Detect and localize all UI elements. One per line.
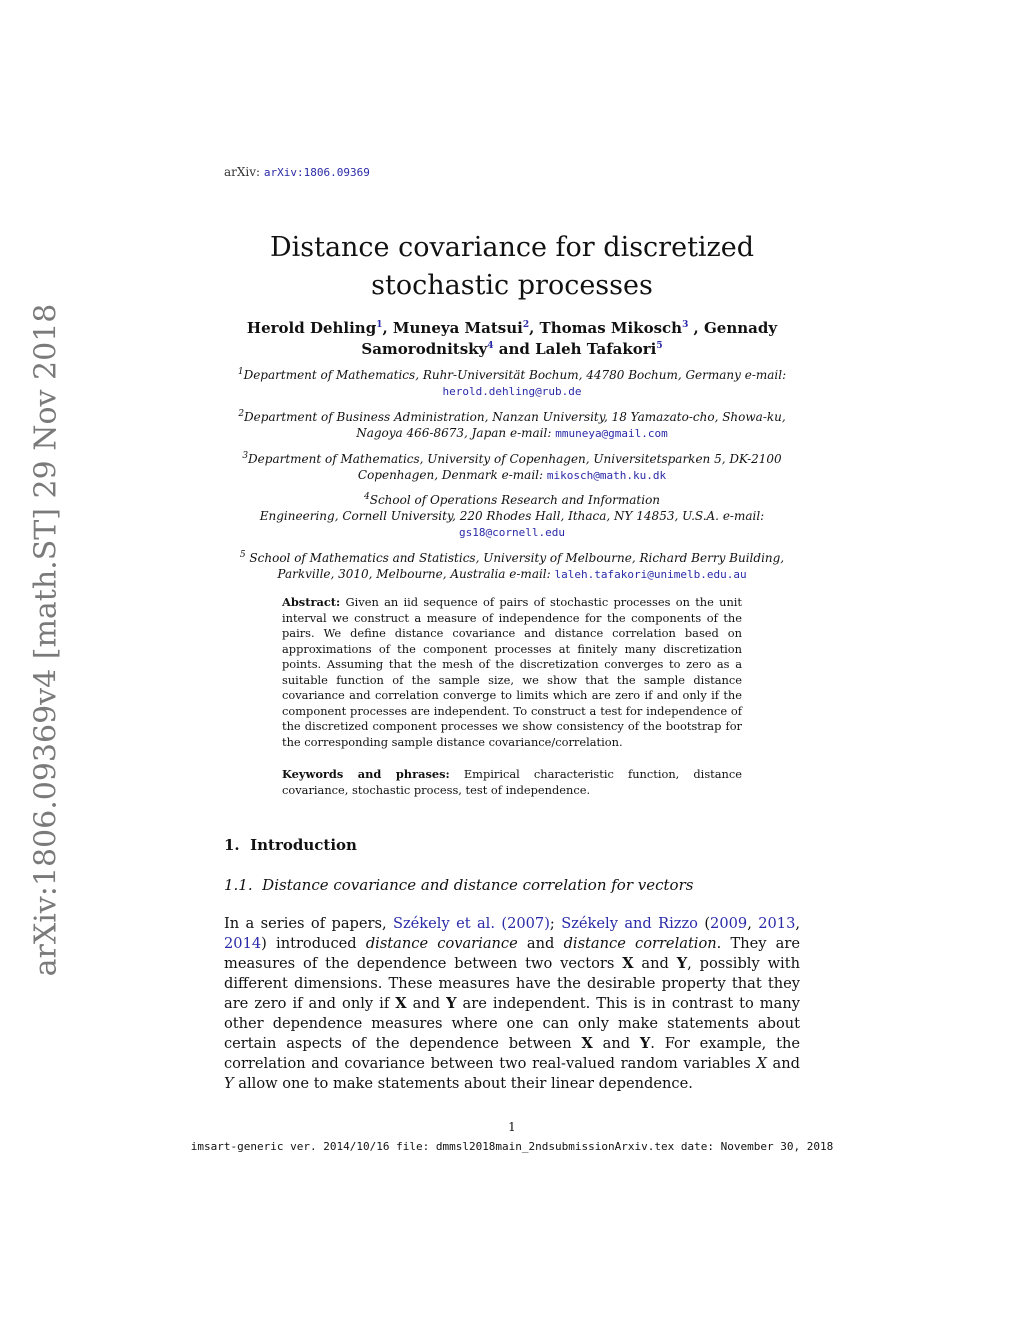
subsection-heading [224, 876, 693, 894]
affiliation-number: 2 [238, 409, 245, 419]
affiliation-text: Department of Business Administration, Nanzan University, 18 Yamazato-cho, Showa-ku, Nagoya 466-8673, Japan e-mail: [244, 410, 786, 440]
author-name: Muneya Matsui [392, 319, 523, 337]
affiliation-ref[interactable]: 4 [487, 341, 494, 351]
affiliation-2 [224, 409, 800, 442]
body-text: , possibly with different dimensions. These measures have the desirable property that they are zero if and only if [224, 955, 800, 1012]
affiliation-text: Department of Mathematics, Ruhr-Universität Bochum, 44780 Bochum, Germany e-mail: [243, 368, 787, 382]
author-name: Thomas Mikosch [539, 319, 683, 337]
affiliation-text: Engineering, Cornell University, 220 Rhodes Hall, Ithaca, NY 14853, U.S.A. e-mail: [259, 509, 765, 523]
author-separator: , [382, 319, 393, 337]
affiliation-text: School of Operations Research and Information [369, 493, 661, 507]
abstract [282, 595, 742, 750]
emphasis: distance correlation [563, 935, 717, 952]
affiliation-ref[interactable]: 5 [656, 341, 663, 351]
math-vector-x: X [395, 995, 407, 1012]
citation-year-link[interactable]: 2014 [224, 935, 262, 952]
email-link[interactable]: laleh.tafakori@unimelb.edu.au [554, 568, 747, 581]
affiliation-4 [224, 492, 800, 541]
math-vector-x: X [581, 1035, 593, 1052]
keywords-label: Keywords and phrases: [282, 767, 450, 781]
body-text: ; [549, 915, 562, 932]
author-separator: , [688, 319, 704, 337]
email-link[interactable]: herold.dehling@rub.de [442, 385, 582, 398]
body-text: and [766, 1055, 800, 1072]
body-text: are independent. This is in contrast to many other dependence measures where one can only make statements about certain aspects of the dependence between [224, 995, 800, 1052]
email-link[interactable]: mmuneya@gmail.com [555, 427, 668, 440]
author-name: Gennady Samorodnitsky [361, 319, 778, 358]
arxiv-side-stamp: arXiv:1806.09369v4 [math.ST] 29 Nov 2018 [28, 303, 64, 977]
email-link[interactable]: mikosch@math.ku.dk [546, 469, 667, 482]
affiliation-number: 4 [363, 492, 370, 502]
citation-year-link[interactable]: (2007) [501, 915, 550, 932]
body-text: introduced [266, 935, 366, 952]
section-number: 1. [224, 836, 240, 854]
section-title: Introduction [250, 836, 357, 854]
emphasis: distance covariance [365, 935, 518, 952]
keywords [282, 767, 742, 798]
abstract-text: Given an iid sequence of pairs of stochastic processes on the unit interval we construct a measure of independence for the components of the pairs. We define distance covariance and distance correlation based on approximations of the component processes at finitely many discretization points. Assuming that the mesh of the discretization converges to zero as a suitable function of the sample size, we show that the sample distance covariance and correlation converge to limits which are zero if and only if the component processes are independent. To construct a test for independence of the discretized component processes we show consistency of the bootstrap for the corresponding sample distance covariance/correlation. [282, 595, 743, 749]
affiliation-text: Department of Mathematics, University of Copenhagen, Universitetsparken 5, DK-2100 Copenhagen, Denmark e-mail: [248, 452, 782, 482]
paper-title [224, 229, 800, 305]
arxiv-label: arXiv: [224, 165, 261, 179]
affiliation-ref[interactable]: 2 [522, 320, 530, 330]
math-vector-x: X [622, 955, 634, 972]
title-line-2: stochastic processes [371, 270, 653, 301]
author-separator: , [529, 319, 540, 337]
arxiv-identifier [224, 165, 370, 179]
body-text: and [406, 995, 447, 1012]
arxiv-link[interactable]: arXiv:1806.09369 [263, 166, 370, 179]
author-list [224, 318, 800, 360]
section-heading [224, 836, 357, 854]
body-text: allow one to make statements about their linear dependence. [233, 1075, 693, 1092]
citation-year-link[interactable]: 2013 [758, 915, 796, 932]
author-name: Herold Dehling [246, 319, 377, 337]
body-text: . For example, the correlation and covariance between two real-valued random variables [224, 1035, 800, 1072]
citation-link[interactable]: Székely et al. [392, 915, 495, 932]
affiliation-number: 5 [239, 550, 246, 560]
math-vector-y: Y [676, 955, 688, 972]
title-line-1: Distance covariance for discretized [269, 232, 755, 263]
subsection-title: Distance covariance and distance correlation for vectors [262, 876, 694, 894]
affiliation-number: 3 [242, 451, 249, 461]
affiliation-1 [224, 367, 800, 400]
affiliation-3 [224, 451, 800, 484]
footer-line: imsart-generic ver. 2014/10/16 file: dmmsl2018main_2ndsubmissionArxiv.tex date: November 30, 2018 [190, 1140, 834, 1153]
email-link[interactable]: gs18@cornell.edu [459, 526, 565, 539]
body-text: . They are measures of the dependence between two vectors [224, 935, 800, 972]
body-text: and [633, 955, 677, 972]
math-variable-y: Y [224, 1075, 234, 1092]
math-vector-y: Y [446, 995, 457, 1012]
abstract-label: Abstract: [282, 595, 341, 609]
body-text: and [517, 935, 564, 952]
citation-link[interactable]: Székely and Rizzo [561, 915, 698, 932]
keywords-text: Empirical characteristic function, distance covariance, stochastic process, test of independence. [282, 767, 742, 797]
intro-paragraph: In a series of papers, Székely et al. (2007); Székely and Rizzo (2009, 2013, 2014) introduced distance covariance and distance correlation. They are measures of the dependence between two vectors X and Y, possibly with different dimensions. These measures have the desirable property that they are zero if and only if X and Y are independent. This is in contrast to many other dependence measures where one can only make statements about certain aspects of the dependence between X and Y. For example, the correlation and covariance between two real-valued random variables X and Y allow one to make statements about their linear dependence. [224, 915, 800, 1092]
subsection-number: 1.1. [224, 876, 253, 894]
author-name: Laleh Tafakori [535, 340, 657, 358]
affiliation-text: School of Mathematics and Statistics, University of Melbourne, Richard Berry Building, Parkville, 3010, Melbourne, Australia e-mail: [249, 551, 785, 581]
affiliation-5 [224, 550, 800, 583]
math-vector-y: Y [639, 1035, 651, 1052]
math-variable-x: X [756, 1055, 767, 1072]
body-text: In a series of papers, [224, 915, 393, 932]
page-number: 1 [508, 1120, 516, 1134]
affiliation-ref[interactable]: 3 [682, 320, 689, 330]
citation-year-link[interactable]: 2009 [710, 915, 748, 932]
author-separator: and [493, 340, 536, 358]
affiliation-number: 1 [237, 367, 244, 377]
affiliation-ref[interactable]: 1 [376, 320, 383, 330]
body-text: and [592, 1035, 640, 1052]
